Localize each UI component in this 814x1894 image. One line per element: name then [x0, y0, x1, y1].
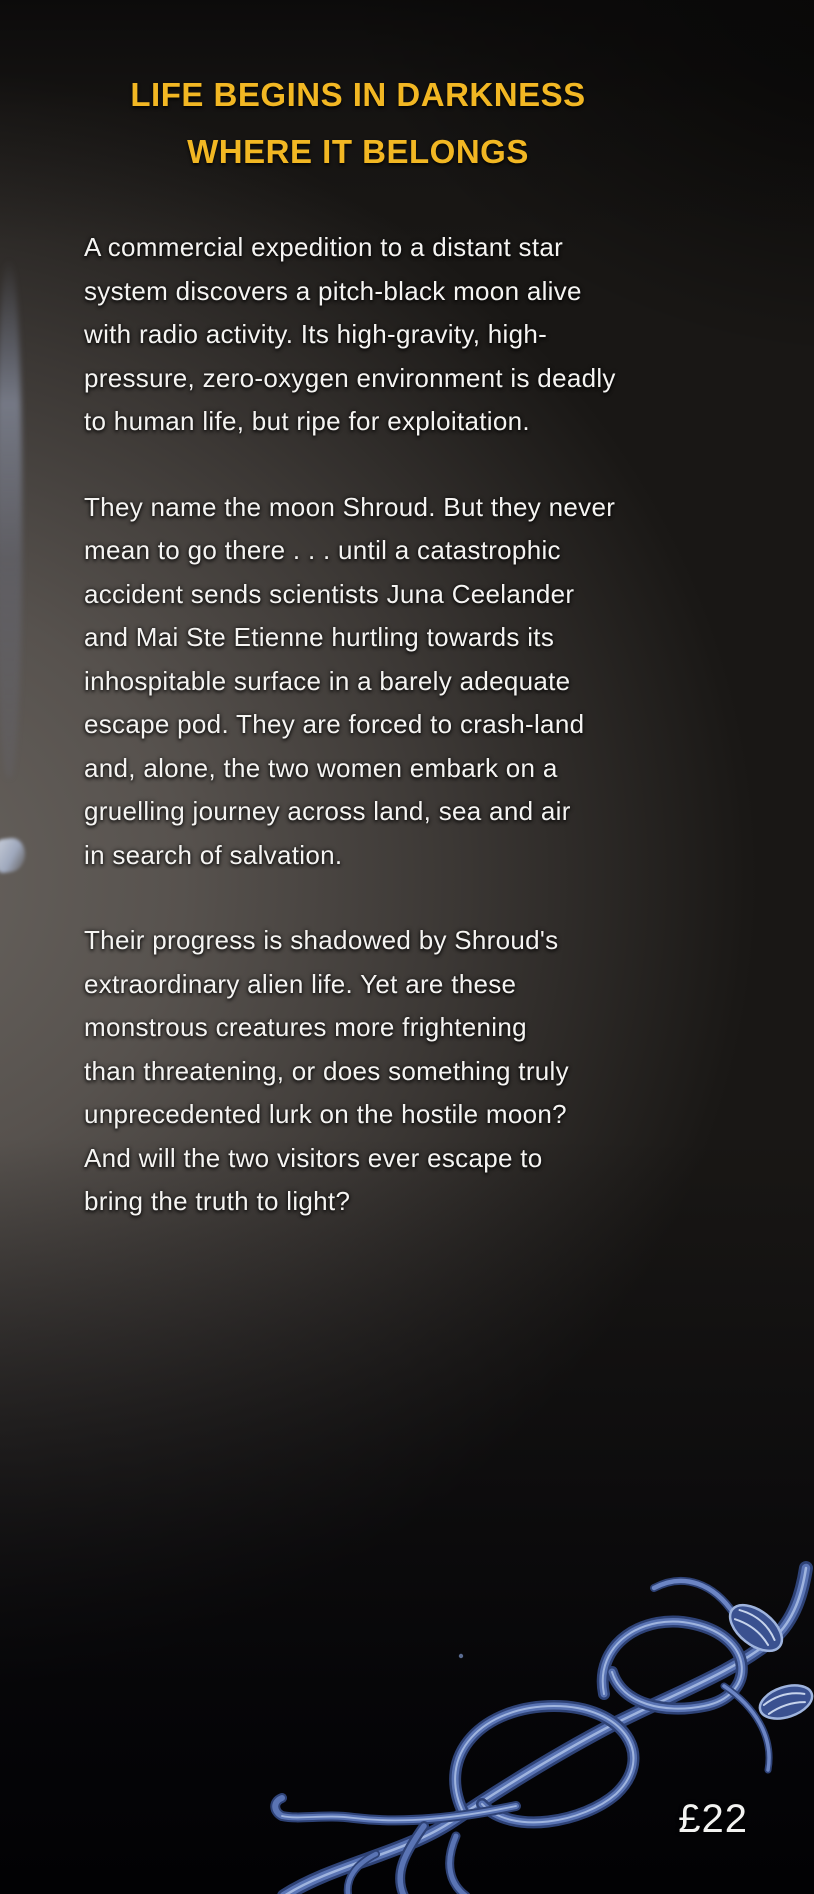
synopsis-line: pressure, zero-oxygen environment is deadly	[84, 362, 616, 393]
tendril-claws	[348, 1826, 466, 1894]
price-label: £22	[678, 1797, 748, 1841]
synopsis-line: A commercial expedition to a distant star	[84, 232, 564, 262]
synopsis-paragraph	[84, 226, 632, 444]
synopsis-line: unprecedented lurk on the hostile moon?	[84, 1099, 567, 1129]
tendril-curl-top	[654, 1581, 734, 1614]
synopsis-line: mean to go there . . . until a catastrophic	[84, 535, 561, 565]
synopsis-line: and, alone, the two women embark on a	[84, 752, 558, 783]
tendril-main-vine	[284, 1568, 806, 1894]
synopsis-line: with radio activity. Its high-gravity, high-	[84, 319, 548, 349]
alien-tendrils-artwork	[254, 1554, 814, 1894]
synopsis-line: bring the truth to light?	[84, 1186, 351, 1216]
synopsis	[84, 226, 632, 1224]
synopsis-paragraph	[84, 486, 632, 878]
jacket-edge-chip	[0, 836, 25, 874]
synopsis-line: They name the moon Shroud. But they never	[84, 491, 616, 522]
synopsis-line: monstrous creatures more frightening	[84, 1012, 527, 1042]
synopsis-paragraph	[84, 919, 632, 1224]
synopsis-line: and Mai Ste Etienne hurtling towards its	[84, 622, 555, 652]
synopsis-line: extraordinary alien life. Yet are these	[84, 968, 517, 999]
tendril-pod-lower	[756, 1679, 814, 1724]
flap-content	[84, 0, 632, 1266]
synopsis-line: to human life, but ripe for exploitation.	[84, 406, 530, 436]
synopsis-line: accident sends scientists Juna Ceelander	[84, 578, 575, 609]
tagline	[84, 66, 632, 180]
tagline-line-1: LIFE BEGINS IN DARKNESS	[130, 76, 586, 113]
synopsis-line: than threatening, or does something truly	[84, 1055, 569, 1086]
synopsis-line: Their progress is shadowed by Shroud's	[84, 925, 559, 955]
synopsis-line: escape pod. They are forced to crash-land	[84, 709, 585, 739]
synopsis-line: gruelling journey across land, sea and air	[84, 796, 571, 826]
tendril-speck	[459, 1654, 463, 1658]
jacket-edge-highlight	[0, 258, 22, 778]
synopsis-line: system discovers a pitch-black moon alive	[84, 275, 582, 306]
synopsis-line: inhospitable surface in a barely adequate	[84, 665, 571, 696]
synopsis-line: in search of salvation.	[84, 839, 343, 870]
tagline-line-2: WHERE IT BELONGS	[187, 133, 529, 170]
synopsis-line: And will the two visitors ever escape to	[84, 1142, 543, 1173]
